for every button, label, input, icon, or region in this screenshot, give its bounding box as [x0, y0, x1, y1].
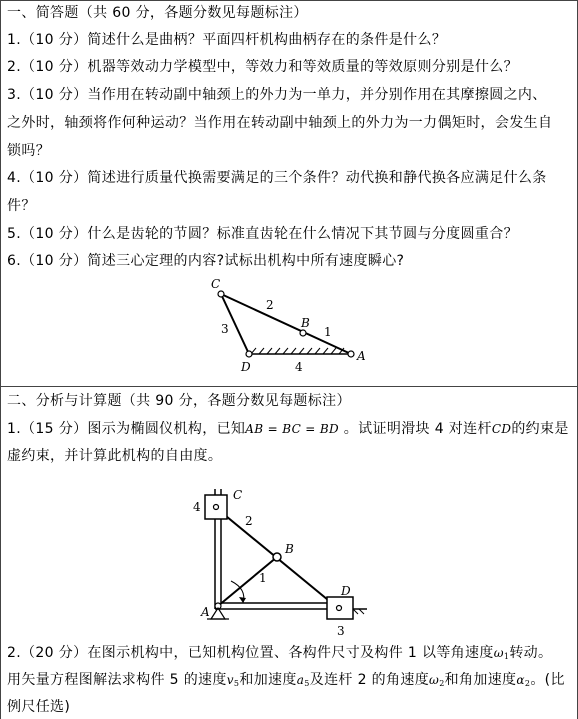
section-divider — [1, 386, 577, 387]
fig1-label-a: A — [357, 349, 366, 363]
fig2-label-b: B — [285, 542, 294, 556]
q22-line2-d: 和角加速度 — [444, 672, 517, 688]
q22-line2-e: 。(比 — [530, 672, 565, 688]
section1-title: 一、简答题（共 60 分，各题分数见每题标注） — [7, 5, 308, 21]
q21-suffix2: 的约束是 — [511, 421, 569, 437]
question-2-2-line1 — [7, 644, 573, 666]
joint-b — [273, 553, 281, 561]
q22-a5: $a_5$ — [296, 673, 310, 688]
q22-line1-b: 转动。 — [509, 645, 553, 661]
q22-line2-a: 用矢量方程图解法求构件 5 的速度 — [7, 672, 227, 688]
fig2-num-1: 1 — [259, 571, 267, 585]
fig2-num-2: 2 — [245, 514, 253, 528]
q22-v5: $v_5$ — [226, 673, 240, 688]
joint-c — [218, 291, 224, 297]
fig2-label-d: D — [341, 584, 351, 598]
joint-b — [300, 330, 306, 336]
q22-line2-b: 和加速度 — [239, 672, 297, 688]
question-1-2: 2.（10 分）机器等效动力学模型中，等效力和等效质量的等效原则分别是什么？ — [7, 59, 518, 75]
q21-suffix: 。试证明滑块 4 对连杆 — [339, 421, 492, 437]
question-1-3-line1: 3.（10 分）当作用在转动副中轴颈上的外力为一单力，并分别作用在其摩擦圆之内、 — [7, 87, 547, 103]
q22-omega2: $\omega_2$ — [429, 673, 445, 688]
joint-a — [348, 351, 354, 357]
fig1-num-3: 3 — [221, 322, 229, 336]
question-2-1-line1 — [7, 420, 573, 438]
q21-math-ab-bc-bd: AB = BC = BD — [245, 422, 339, 436]
rotation-arrowhead — [239, 597, 246, 603]
question-2-1-line2: 虚约束，并计算此机构的自由度。 — [7, 448, 223, 464]
q22-line1-a: 2.（20 分）在图示机构中，已知机构位置、各构件尺寸及构件 1 以等角速度 — [7, 645, 494, 661]
fig1-num-2: 2 — [266, 298, 274, 312]
q21-math-cd: CD — [491, 422, 512, 436]
q22-line2-c: 及连杆 2 的角速度 — [309, 672, 430, 688]
question-1-3-line2: 之外时，轴颈将作何种运动？当作用在转动副中轴颈上的外力为一力偶矩时，会发生自 — [7, 115, 553, 131]
joint-c — [214, 505, 219, 510]
q21-prefix: 1.（15 分）图示为椭圆仪机构，已知 — [7, 421, 246, 437]
fig1-num-1: 1 — [324, 325, 332, 339]
fig1-num-4: 4 — [295, 360, 303, 374]
question-2-2-line3: 例尺任选) — [7, 699, 71, 715]
ground-hatching — [251, 348, 344, 354]
fig2-label-a: A — [201, 605, 210, 619]
q22-omega1: $\omega_1$ — [493, 646, 510, 661]
fig2-num-3: 3 — [337, 624, 345, 638]
question-2-2-line2 — [7, 671, 573, 693]
section2-title: 二、分析与计算题（共 90 分，各题分数见每题标注） — [7, 393, 351, 409]
question-1-4-line2: 件？ — [7, 198, 36, 214]
link-1-crank — [218, 557, 277, 606]
question-1-6: 6.（10 分）简述三心定理的内容?试标出机构中所有速度瞬心? — [7, 253, 405, 269]
joint-d — [246, 351, 252, 357]
link-2-and-1 — [221, 294, 351, 354]
fig1-label-b: B — [301, 316, 310, 330]
question-1-4-line1: 4.（10 分）简述进行质量代换需要满足的三个条件？动代换和静代换各应满足什么条 — [7, 170, 547, 186]
question-1-1: 1.（10 分）简述什么是曲柄？平面四杆机构曲柄存在的条件是什么？ — [7, 32, 447, 48]
fig2-num-4: 4 — [193, 500, 201, 514]
fig1-label-d: D — [241, 360, 251, 374]
joint-d — [337, 606, 342, 611]
fig2-label-c: C — [233, 488, 243, 502]
q22-alpha2: $\alpha_2$ — [516, 673, 531, 688]
question-1-3-line3: 锁吗？ — [7, 143, 51, 159]
fig1-label-c: C — [211, 277, 221, 291]
figure-1-four-bar-linkage — [191, 276, 381, 376]
question-1-5: 5.（10 分）什么是齿轮的节圆？标准直齿轮在什么情况下其节圆与分度圆重合？ — [7, 226, 518, 242]
figure-2-ellipsograph-mechanism — [187, 481, 377, 641]
